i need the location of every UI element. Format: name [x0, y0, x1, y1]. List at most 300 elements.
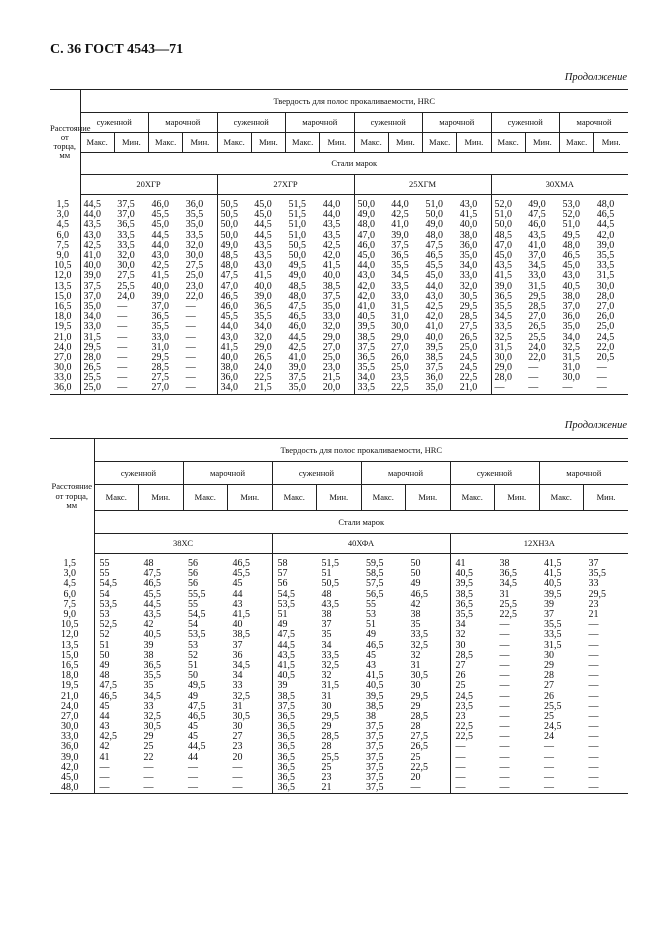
hardness-cell: 40,5 — [455, 568, 473, 580]
hardness-cell: 47,5 — [220, 270, 238, 282]
hardness-cell: 45,0 — [254, 199, 272, 211]
hardness-cell: 50,0 — [494, 219, 512, 231]
max-header: Макс. — [450, 485, 495, 511]
hardness-cell: 46,5 — [228, 554, 273, 570]
hardness-title: Твердость для полос прокаливаемости, HRC — [80, 90, 628, 113]
hardness-cell: — — [588, 700, 599, 712]
hardness-cell: 42 — [99, 741, 110, 753]
hardness-cell: 31,5 — [562, 351, 580, 363]
hardness-cell: 43,5 — [320, 220, 354, 230]
hardness-cell: 32 — [321, 670, 332, 682]
distance-cell: 1,5 — [50, 195, 80, 211]
hardness-cell: 31,0 — [391, 311, 409, 323]
hardness-cell: 47,0 — [494, 239, 512, 251]
hardness-table-1 — [50, 89, 628, 395]
hardness-cell: — — [183, 332, 217, 342]
hardness-cell: 45,0 — [494, 250, 512, 262]
min-header: Мин. — [317, 485, 362, 511]
hardness-cell: — — [117, 341, 128, 353]
hardness-cell: 46,5 — [188, 710, 206, 722]
hardness-cell: — — [528, 372, 539, 384]
table-row — [50, 742, 628, 752]
hardness-cell: 22,5 — [499, 609, 517, 621]
hardness-cell: 46,5 — [596, 209, 615, 221]
hardness-cell: 48 — [143, 558, 154, 570]
hardness-cell: — — [588, 751, 599, 763]
hardness-cell: 31,5 — [596, 270, 615, 282]
hardness-cell: — — [588, 680, 599, 692]
hardness-cell: 36,5 — [277, 751, 295, 763]
hardness-cell: 34,5 — [528, 260, 546, 272]
hardness-cell: 25,5 — [544, 700, 562, 712]
hardness-cell: 56 — [188, 568, 198, 580]
narrow-band-header: суженной — [80, 113, 149, 133]
hardness-cell: 23 — [228, 742, 273, 752]
hardness-cell: 31,0 — [151, 341, 169, 353]
hardness-cell: 35,0 — [320, 302, 354, 312]
hardness-cell: 38,5 — [357, 331, 375, 343]
max-header: Макс. — [183, 485, 228, 511]
hardness-cell: 37,5 — [425, 362, 443, 374]
hardness-cell: 49,0 — [220, 239, 238, 251]
distance-cell: 13,5 — [50, 282, 80, 292]
steel-grade-name: 27ХГР — [217, 175, 354, 195]
hardness-cell: 30,5 — [457, 292, 491, 302]
hardness-cell: — — [588, 731, 599, 743]
hardness-cell: 33 — [228, 681, 273, 691]
hardness-cell: 26,5 — [83, 362, 101, 374]
hardness-cell: 36,5 — [143, 659, 161, 671]
hardness-cell: 33,0 — [391, 290, 409, 302]
hardness-cell: — — [117, 362, 128, 374]
hardness-cell: 44,0 — [425, 280, 443, 292]
distance-cell: 48,0 — [50, 783, 94, 794]
table-row — [50, 712, 628, 722]
hardness-cell: 34,5 — [391, 270, 409, 282]
distance-column-label: Расстояние от торца, мм — [50, 439, 94, 554]
hardness-cell: 38,5 — [320, 282, 354, 292]
hardness-cell: 47,0 — [220, 280, 238, 292]
hardness-cell: 24 — [544, 731, 554, 743]
table-row — [50, 671, 628, 681]
hardness-cell: 38,5 — [455, 588, 473, 600]
hardness-cell: 28,5 — [455, 649, 473, 661]
distance-cell: 42,0 — [50, 763, 94, 773]
hardness-cell: 43,0 — [254, 260, 272, 272]
distance-column-label: Расстояние от торца, мм — [50, 90, 80, 195]
hardness-cell: 45,5 — [228, 569, 273, 579]
hardness-cell: 46,0 — [357, 239, 375, 251]
hardness-cell: 29,5 — [588, 588, 606, 600]
hardness-cell: 37,0 — [117, 209, 135, 221]
hardness-cell: 21,0 — [457, 383, 491, 394]
hardness-cell: 37,0 — [528, 250, 546, 262]
hardness-table-2 — [50, 438, 628, 794]
hardness-cell: — — [584, 783, 629, 794]
hardness-cell: 40,0 — [254, 280, 272, 292]
hardness-cell: 41,5 — [254, 270, 272, 282]
hardness-cell: 27,5 — [183, 261, 217, 271]
hardness-cell: 58,5 — [366, 568, 384, 580]
distance-cell: 9,0 — [50, 610, 94, 620]
hardness-cell: 28,5 — [321, 731, 339, 743]
distance-cell: 10,5 — [50, 261, 80, 271]
hardness-cell: 56 — [277, 578, 288, 590]
hardness-cell: — — [183, 383, 217, 394]
table-row — [50, 763, 628, 773]
hardness-cell: — — [183, 322, 217, 332]
hardness-cell: — — [588, 721, 599, 733]
min-header: Мин. — [457, 133, 491, 153]
hardness-cell: 33,5 — [391, 280, 409, 292]
min-header: Мин. — [525, 133, 559, 153]
table-row — [50, 554, 628, 570]
hardness-cell: 43,5 — [494, 260, 512, 272]
hardness-cell: — — [117, 300, 128, 312]
hardness-cell: 37,5 — [320, 292, 354, 302]
hardness-cell: 46,5 — [366, 639, 384, 651]
hardness-cell: 49,5 — [288, 260, 306, 272]
hardness-cell: 43 — [366, 659, 376, 671]
distance-cell: 21,0 — [50, 332, 80, 342]
hardness-cell: — — [499, 619, 510, 631]
hardness-cell: 56,5 — [366, 588, 384, 600]
hardness-cell: 37 — [321, 619, 332, 631]
table-row — [50, 661, 628, 671]
hardness-cell: 41 — [99, 751, 110, 763]
hardness-cell: 43,5 — [143, 609, 161, 621]
hardness-cell: 48 — [99, 670, 110, 682]
hardness-cell: 37,5 — [366, 721, 384, 733]
hardness-cell: 38 — [143, 649, 154, 661]
hardness-cell: 36,5 — [277, 772, 295, 784]
hardness-cell: 55 — [99, 558, 110, 570]
grade-band-header: марочной — [149, 113, 218, 133]
hardness-cell: 46,5 — [425, 250, 443, 262]
hardness-cell: — — [588, 639, 599, 651]
hardness-cell: 45,5 — [151, 209, 169, 221]
hardness-cell: 23,5 — [455, 700, 473, 712]
hardness-cell: 37,5 — [366, 731, 384, 743]
hardness-cell: 25,5 — [499, 598, 517, 610]
hardness-cell: 27,0 — [320, 343, 354, 353]
hardness-cell: 37,5 — [117, 199, 135, 211]
hardness-cell: 43,5 — [321, 598, 339, 610]
hardness-cell: 46,0 — [220, 300, 238, 312]
hardness-cell: 34,5 — [499, 578, 517, 590]
hardness-cell: 35 — [321, 629, 332, 641]
distance-cell: 15,0 — [50, 651, 94, 661]
min-header: Мин. — [495, 485, 540, 511]
hardness-cell: 31 — [321, 690, 332, 702]
hardness-cell: 30 — [406, 681, 451, 691]
distance-cell: 33,0 — [50, 732, 94, 742]
hardness-cell: — — [588, 690, 599, 702]
hardness-cell: — — [499, 751, 510, 763]
hardness-cell: 22,0 — [183, 292, 217, 302]
hardness-cell: — — [588, 619, 599, 631]
narrow-band-header: суженной — [491, 113, 560, 133]
hardness-cell: 41,5 — [277, 659, 295, 671]
hardness-cell: 27,5 — [151, 372, 169, 384]
hardness-cell: 49,0 — [425, 219, 443, 231]
hardness-cell: 29,0 — [494, 362, 512, 374]
table-row — [50, 753, 628, 763]
hardness-cell: 41,0 — [288, 351, 306, 363]
hardness-cell: 37,5 — [361, 783, 406, 794]
hardness-cell: 49 — [99, 659, 110, 671]
hardness-cell: 46,0 — [288, 321, 306, 333]
hardness-cell: — — [183, 353, 217, 363]
hardness-cell: 35,5 — [588, 568, 606, 580]
hardness-cell: 50,5 — [288, 239, 306, 251]
hardness-cell: — — [117, 372, 128, 384]
hardness-cell: 45,0 — [357, 250, 375, 262]
hardness-cell: — — [588, 659, 599, 671]
hardness-cell: 38,5 — [228, 630, 273, 640]
hardness-cell: 37,5 — [366, 751, 384, 763]
hardness-cell: — — [596, 372, 607, 384]
hardness-cell: 29,5 — [151, 351, 169, 363]
distance-cell: 27,0 — [50, 353, 80, 363]
hardness-cell: 35,0 — [562, 321, 580, 333]
hardness-cell: 42,5 — [425, 300, 443, 312]
hardness-cell: 43 — [228, 600, 273, 610]
hardness-cell: 31,5 — [321, 680, 339, 692]
hardness-cell: 32,5 — [228, 691, 273, 701]
hardness-cell: 30 — [455, 639, 466, 651]
hardness-cell: 25 — [321, 761, 332, 773]
hardness-cell: 51 — [366, 619, 376, 631]
table-row — [50, 783, 628, 794]
hardness-cell: 44,5 — [188, 741, 206, 753]
hardness-cell: 42,5 — [320, 241, 354, 251]
max-header: Макс. — [361, 485, 406, 511]
page-header: С. 36 ГОСТ 4543—71 — [50, 42, 184, 57]
hardness-cell: 42,5 — [391, 209, 409, 221]
table-row — [50, 610, 628, 620]
hardness-cell: 33,5 — [183, 231, 217, 241]
hardness-cell: 31,5 — [391, 300, 409, 312]
hardness-cell: 21,5 — [320, 373, 354, 383]
hardness-cell: 48,5 — [220, 250, 238, 262]
grade-band-header: марочной — [423, 113, 492, 133]
hardness-cell: 34,0 — [217, 383, 251, 394]
hardness-cell: 34,0 — [562, 331, 580, 343]
hardness-cell: 51,5 — [321, 558, 339, 570]
distance-cell: 16,5 — [50, 302, 80, 312]
hardness-cell: 50 — [188, 670, 198, 682]
hardness-cell: 26 — [544, 690, 554, 702]
hardness-cell: 25,0 — [320, 353, 354, 363]
hardness-cell: 30,0 — [117, 260, 135, 272]
hardness-cell: 32,0 — [183, 241, 217, 251]
hardness-cell: 43,0 — [457, 195, 491, 211]
hardness-cell: 45,5 — [143, 588, 161, 600]
distance-cell: 15,0 — [50, 292, 80, 302]
hardness-cell: 20 — [228, 753, 273, 763]
hardness-cell: 38 — [406, 610, 451, 620]
hardness-cell: — — [455, 751, 466, 763]
hardness-cell: 50,0 — [357, 199, 375, 211]
hardness-cell: 51,5 — [288, 209, 306, 221]
grade-band-header: марочной — [539, 462, 628, 485]
hardness-cell: 27 — [544, 680, 554, 692]
hardness-cell: 29,5 — [457, 302, 491, 312]
hardness-cell: 42,5 — [288, 341, 306, 353]
hardness-cell: 53,5 — [277, 598, 295, 610]
hardness-cell: 41,5 — [494, 270, 512, 282]
hardness-cell: 36,5 — [455, 598, 473, 610]
distance-cell: 39,0 — [50, 753, 94, 763]
hardness-cell: 58 — [277, 558, 288, 570]
distance-cell: 9,0 — [50, 251, 80, 261]
hardness-cell: — — [544, 751, 554, 763]
hardness-cell: — — [183, 783, 228, 794]
hardness-cell: 39 — [544, 598, 554, 610]
hardness-cell: 48,0 — [425, 229, 443, 241]
hardness-cell: 47,5 — [288, 300, 306, 312]
hardness-cell: 29 — [406, 702, 451, 712]
hardness-cell: — — [499, 741, 510, 753]
hardness-cell: 25,5 — [528, 331, 546, 343]
hardness-cell: 50,5 — [220, 199, 238, 211]
table-row — [50, 732, 628, 742]
hardness-cell: 34 — [455, 619, 466, 631]
hardness-cell: 35,5 — [143, 670, 161, 682]
hardness-cell: 42,5 — [83, 239, 101, 251]
hardness-cell: 35,5 — [455, 609, 473, 621]
hardness-cell: 54 — [99, 588, 110, 600]
hardness-cell: 25,5 — [321, 751, 339, 763]
hardness-cell: 44,5 — [254, 219, 272, 231]
hardness-cell: 33 — [143, 700, 154, 712]
table-row — [50, 641, 628, 651]
hardness-cell: 35,0 — [83, 300, 101, 312]
hardness-cell: 39,0 — [494, 280, 512, 292]
hardness-cell: 51,0 — [288, 219, 306, 231]
hardness-cell: 36,0 — [457, 241, 491, 251]
hardness-cell: 36 — [228, 651, 273, 661]
hardness-cell: — — [183, 343, 217, 353]
hardness-cell: 29 — [321, 721, 332, 733]
hardness-cell: 45 — [188, 721, 198, 733]
hardness-cell: 47,5 — [425, 239, 443, 251]
distance-cell: 3,0 — [50, 569, 94, 579]
hardness-cell: 57,5 — [366, 578, 384, 590]
hardness-cell: 37,5 — [366, 761, 384, 773]
hardness-cell: 33,5 — [596, 260, 615, 272]
hardness-cell: 47,0 — [357, 229, 375, 241]
hardness-cell: 39,0 — [288, 362, 306, 374]
hardness-cell: 42,0 — [357, 290, 375, 302]
hardness-cell: 35 — [406, 620, 451, 630]
max-header: Макс. — [423, 133, 457, 153]
hardness-cell: 56 — [188, 578, 198, 590]
hardness-cell: 36,5 — [277, 761, 295, 773]
hardness-cell: 46,5 — [288, 311, 306, 323]
hardness-cell: 49 — [366, 629, 376, 641]
hardness-cell: 45,5 — [425, 260, 443, 272]
hardness-cell: 37,5 — [366, 741, 384, 753]
hardness-cell: 41,0 — [391, 219, 409, 231]
hardness-cell: — — [499, 629, 510, 641]
min-header: Мин. — [251, 133, 285, 153]
hardness-cell: 28,0 — [596, 290, 615, 302]
hardness-cell: 38 — [321, 609, 332, 621]
distance-cell: 16,5 — [50, 661, 94, 671]
hardness-cell: 42,0 — [357, 280, 375, 292]
hardness-cell: 36,0 — [562, 311, 580, 323]
hardness-cell: 42 — [143, 619, 154, 631]
distance-cell: 7,5 — [50, 600, 94, 610]
hardness-cell: 41,5 — [320, 261, 354, 271]
distance-cell: 24,0 — [50, 702, 94, 712]
min-header: Мин. — [406, 485, 451, 511]
hardness-cell: — — [588, 772, 599, 784]
max-header: Макс. — [272, 485, 317, 511]
hardness-cell: 41,5 — [228, 610, 273, 620]
hardness-cell: 55 — [99, 568, 110, 580]
hardness-cell: 28 — [544, 670, 554, 682]
hardness-cell: 44,0 — [320, 210, 354, 220]
hardness-cell: — — [99, 761, 110, 773]
hardness-cell: 25,5 — [83, 372, 101, 384]
hardness-cell: 29,5 — [528, 290, 546, 302]
hardness-cell: 26,0 — [596, 311, 615, 323]
hardness-cell: 38,0 — [562, 290, 580, 302]
hardness-cell: 49,5 — [562, 229, 580, 241]
hardness-cell: 31,5 — [494, 341, 512, 353]
hardness-cell: 38 — [366, 710, 376, 722]
hardness-cell: 27,0 — [149, 383, 183, 394]
table-row — [50, 322, 628, 332]
hardness-cell: — — [94, 783, 139, 794]
narrow-band-header: суженной — [450, 462, 539, 485]
hardness-cell: 34,0 — [254, 321, 272, 333]
hardness-cell: 40,0 — [425, 331, 443, 343]
hardness-cell: 25,0 — [391, 362, 409, 374]
hardness-cell: 30 — [544, 649, 554, 661]
hardness-cell: 38,5 — [366, 700, 384, 712]
continuation-label-2: Продолжение — [564, 420, 627, 431]
hardness-cell: 42 — [406, 600, 451, 610]
hardness-cell: 27,0 — [528, 311, 546, 323]
hardness-cell: 45 — [366, 649, 376, 661]
hardness-cell: 41,0 — [83, 250, 101, 262]
hardness-cell: 41,5 — [220, 341, 238, 353]
hardness-cell: 51 — [277, 609, 288, 621]
hardness-cell: 48,0 — [596, 199, 615, 211]
hardness-cell: 46,5 — [220, 290, 238, 302]
distance-cell: 3,0 — [50, 210, 80, 220]
hardness-cell: 43,0 — [562, 270, 580, 282]
hardness-cell: 47,5 — [143, 568, 161, 580]
distance-cell: 30,0 — [50, 722, 94, 732]
hardness-cell: — — [588, 629, 599, 641]
hardness-cell: 44,5 — [151, 229, 169, 241]
table-row — [50, 620, 628, 630]
hardness-cell: 33,5 — [544, 629, 562, 641]
hardness-cell: 21 — [317, 783, 362, 794]
hardness-cell: 32,5 — [406, 641, 451, 651]
hardness-cell: — — [139, 783, 184, 794]
hardness-cell: 37,5 — [391, 239, 409, 251]
hardness-cell: 35,0 — [286, 383, 320, 394]
hardness-cell: 37 — [588, 558, 599, 570]
hardness-cell: 24,5 — [544, 721, 562, 733]
hardness-cell: 25,0 — [183, 271, 217, 281]
